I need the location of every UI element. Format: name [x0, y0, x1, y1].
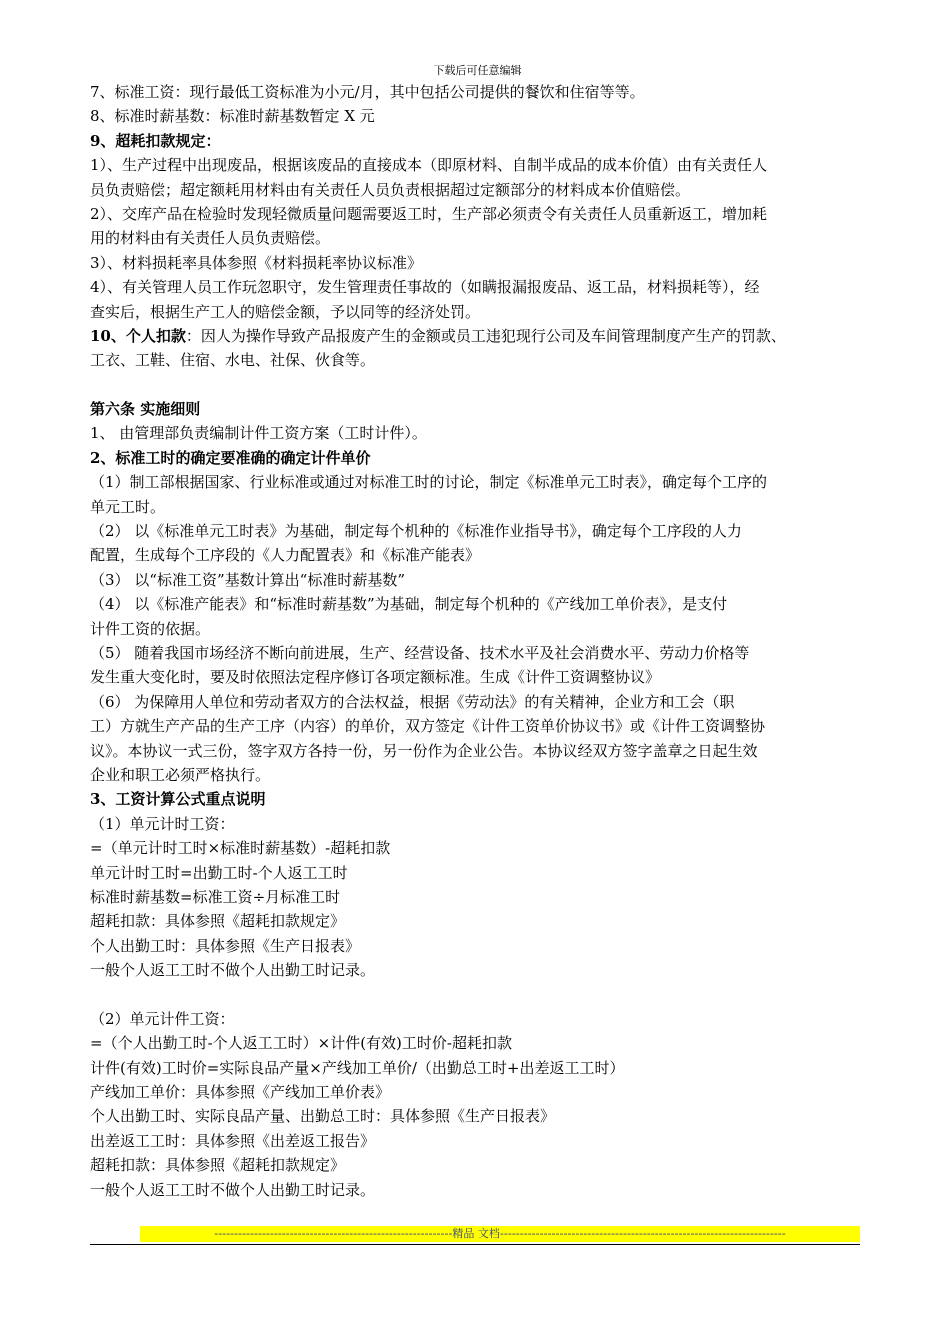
text-line: 1）、生产过程中出现废品，根据该废品的直接成本（即原材料、自制半成品的成本价值）由有关责任人 [90, 156, 768, 175]
text-line: 用的材料由有关责任人员负责赔偿。 [90, 229, 331, 248]
text-line: 计件(有效)工时价=实际良品产量×产线加工单价/（出勤总工时+出差返工工时） [90, 1058, 625, 1077]
text-line: 2）、交库产品在检验时发现轻微质量问题需要返工时，生产部必须责令有关责任人员重新返工，增加耗 [90, 204, 768, 223]
text-line: 工衣、工鞋、住宿、水电、社保、伙食等。 [90, 351, 376, 370]
text-line: （5） 随着我国市场经济不断向前进展，生产、经营设备、技术水平及社会消费水平、劳动力价格等 [90, 643, 750, 662]
text-line: （1）单元计时工资： [90, 814, 235, 833]
page-header: 下载后可任意编辑 [433, 64, 522, 77]
text-line: （3） 以“标准工资”基数计算出“标准时薪基数” [90, 570, 405, 589]
text-line: 单元工时。 [90, 497, 166, 516]
document-body [90, 80, 865, 1202]
text-line: 计件工资的依据。 [90, 619, 211, 638]
text-line: 7、标准工资：现行最低工资标准为小元/月，其中包括公司提供的餐饮和住宿等等。 [90, 83, 645, 101]
text-line: 标准时薪基数=标准工资÷月标准工时 [90, 887, 341, 906]
bold-heading-prefix: 10、个人扣款 [90, 326, 186, 345]
footer-banner: ------------------------------------------------------------精品 文档------------------------------------------------------------------------ [140, 1226, 860, 1242]
text-line: 8、标准时薪基数：标准时薪基数暂定 X 元 [90, 107, 375, 126]
text-line: 发生重大变化时，要及时依照法定程序修订各项定额标准。生成《计件工资调整协议》 [90, 668, 661, 687]
text-line [90, 324, 865, 348]
text-line: 企业和职工必须严格执行。 [90, 765, 271, 784]
text-line: （4） 以《标准产能表》和“标准时薪基数”为基础，制定每个机种的《产线加工单价表》，是支付 [90, 595, 728, 614]
text-line: 员负责赔偿；超定额耗用材料由有关责任人员负责根据超过定额部分的材料成本价值赔偿。 [90, 180, 691, 199]
text-line: 个人出勤工时、实际良品产量、出勤总工时：具体参照《生产日报表》 [90, 1107, 556, 1126]
text-line: 议》。本协议一式三份，签字双方各持一份，另一份作为企业公告。本协议经双方签字盖章之日起生效 [90, 741, 758, 760]
text-line: 工）方就生产产品的生产工序（内容）的单价，双方签定《计件工资单价协议书》或《计件工资调整协 [90, 717, 766, 736]
text-line: （2） 以《标准单元工时表》为基础，制定每个机种的《标准作业指导书》，确定每个工序段的人力 [90, 522, 742, 541]
text-line: 3、工资计算公式重点说明 [90, 790, 266, 809]
text-line: =（个人出勤工时-个人返工工时）×计件(有效)工时价-超耗扣款 [90, 1034, 512, 1053]
text-line: 一般个人返工工时不做个人出勤工时记录。 [90, 1180, 376, 1199]
footer-rule [90, 1244, 860, 1245]
text-line: 4）、有关管理人员工作玩忽职守，发生管理责任事故的（如瞒报漏报废品、返工品，材料损耗等），经 [90, 278, 760, 297]
text-line: 1、 由管理部负责编制计件工资方案（工时计件）。 [90, 424, 427, 443]
text-line: 超耗扣款：具体参照《超耗扣款规定》 [90, 912, 346, 931]
text-line: 9、超耗扣款规定： [90, 131, 221, 150]
text-line: 查实后，根据生产工人的赔偿金额，予以同等的经济处罚。 [90, 302, 481, 321]
blank-line [90, 373, 865, 397]
text-line: 单元计时工时=出勤工时-个人返工工时 [90, 863, 348, 882]
text-line: 2、标准工时的确定要准确的确定计件单价 [90, 448, 371, 467]
text-line: （1）制工部根据国家、行业标准或通过对标准工时的讨论，制定《标准单元工时表》，确定每个工序的 [90, 473, 768, 492]
text-line: =（单元计时工时×标准时薪基数）-超耗扣款 [90, 839, 391, 858]
blank-line [90, 982, 865, 1006]
text-line: 个人出勤工时：具体参照《生产日报表》 [90, 936, 361, 955]
line-text: ：因人为操作导致产品报废产生的金额或员工违犯现行公司及车间管理制度产生产的罚款、 [185, 326, 786, 345]
text-line: 3）、材料损耗率具体参照《材料损耗率协议标准》 [90, 253, 423, 272]
text-line: 一般个人返工工时不做个人出勤工时记录。 [90, 961, 376, 980]
text-line: （6） 为保障用人单位和劳动者双方的合法权益，根据《劳动法》的有关精神，企业方和工会（职 [90, 692, 735, 711]
text-line: （2）单元计件工资： [90, 1009, 235, 1028]
text-line: 超耗扣款：具体参照《超耗扣款规定》 [90, 1156, 346, 1175]
text-line: 产线加工单价：具体参照《产线加工单价表》 [90, 1083, 391, 1102]
text-line: 出差返工工时：具体参照《出差返工报告》 [90, 1131, 376, 1150]
text-line: 第六条 实施细则 [90, 400, 201, 419]
text-line: 配置，生成每个工序段的《人力配置表》和《标准产能表》 [90, 546, 481, 565]
